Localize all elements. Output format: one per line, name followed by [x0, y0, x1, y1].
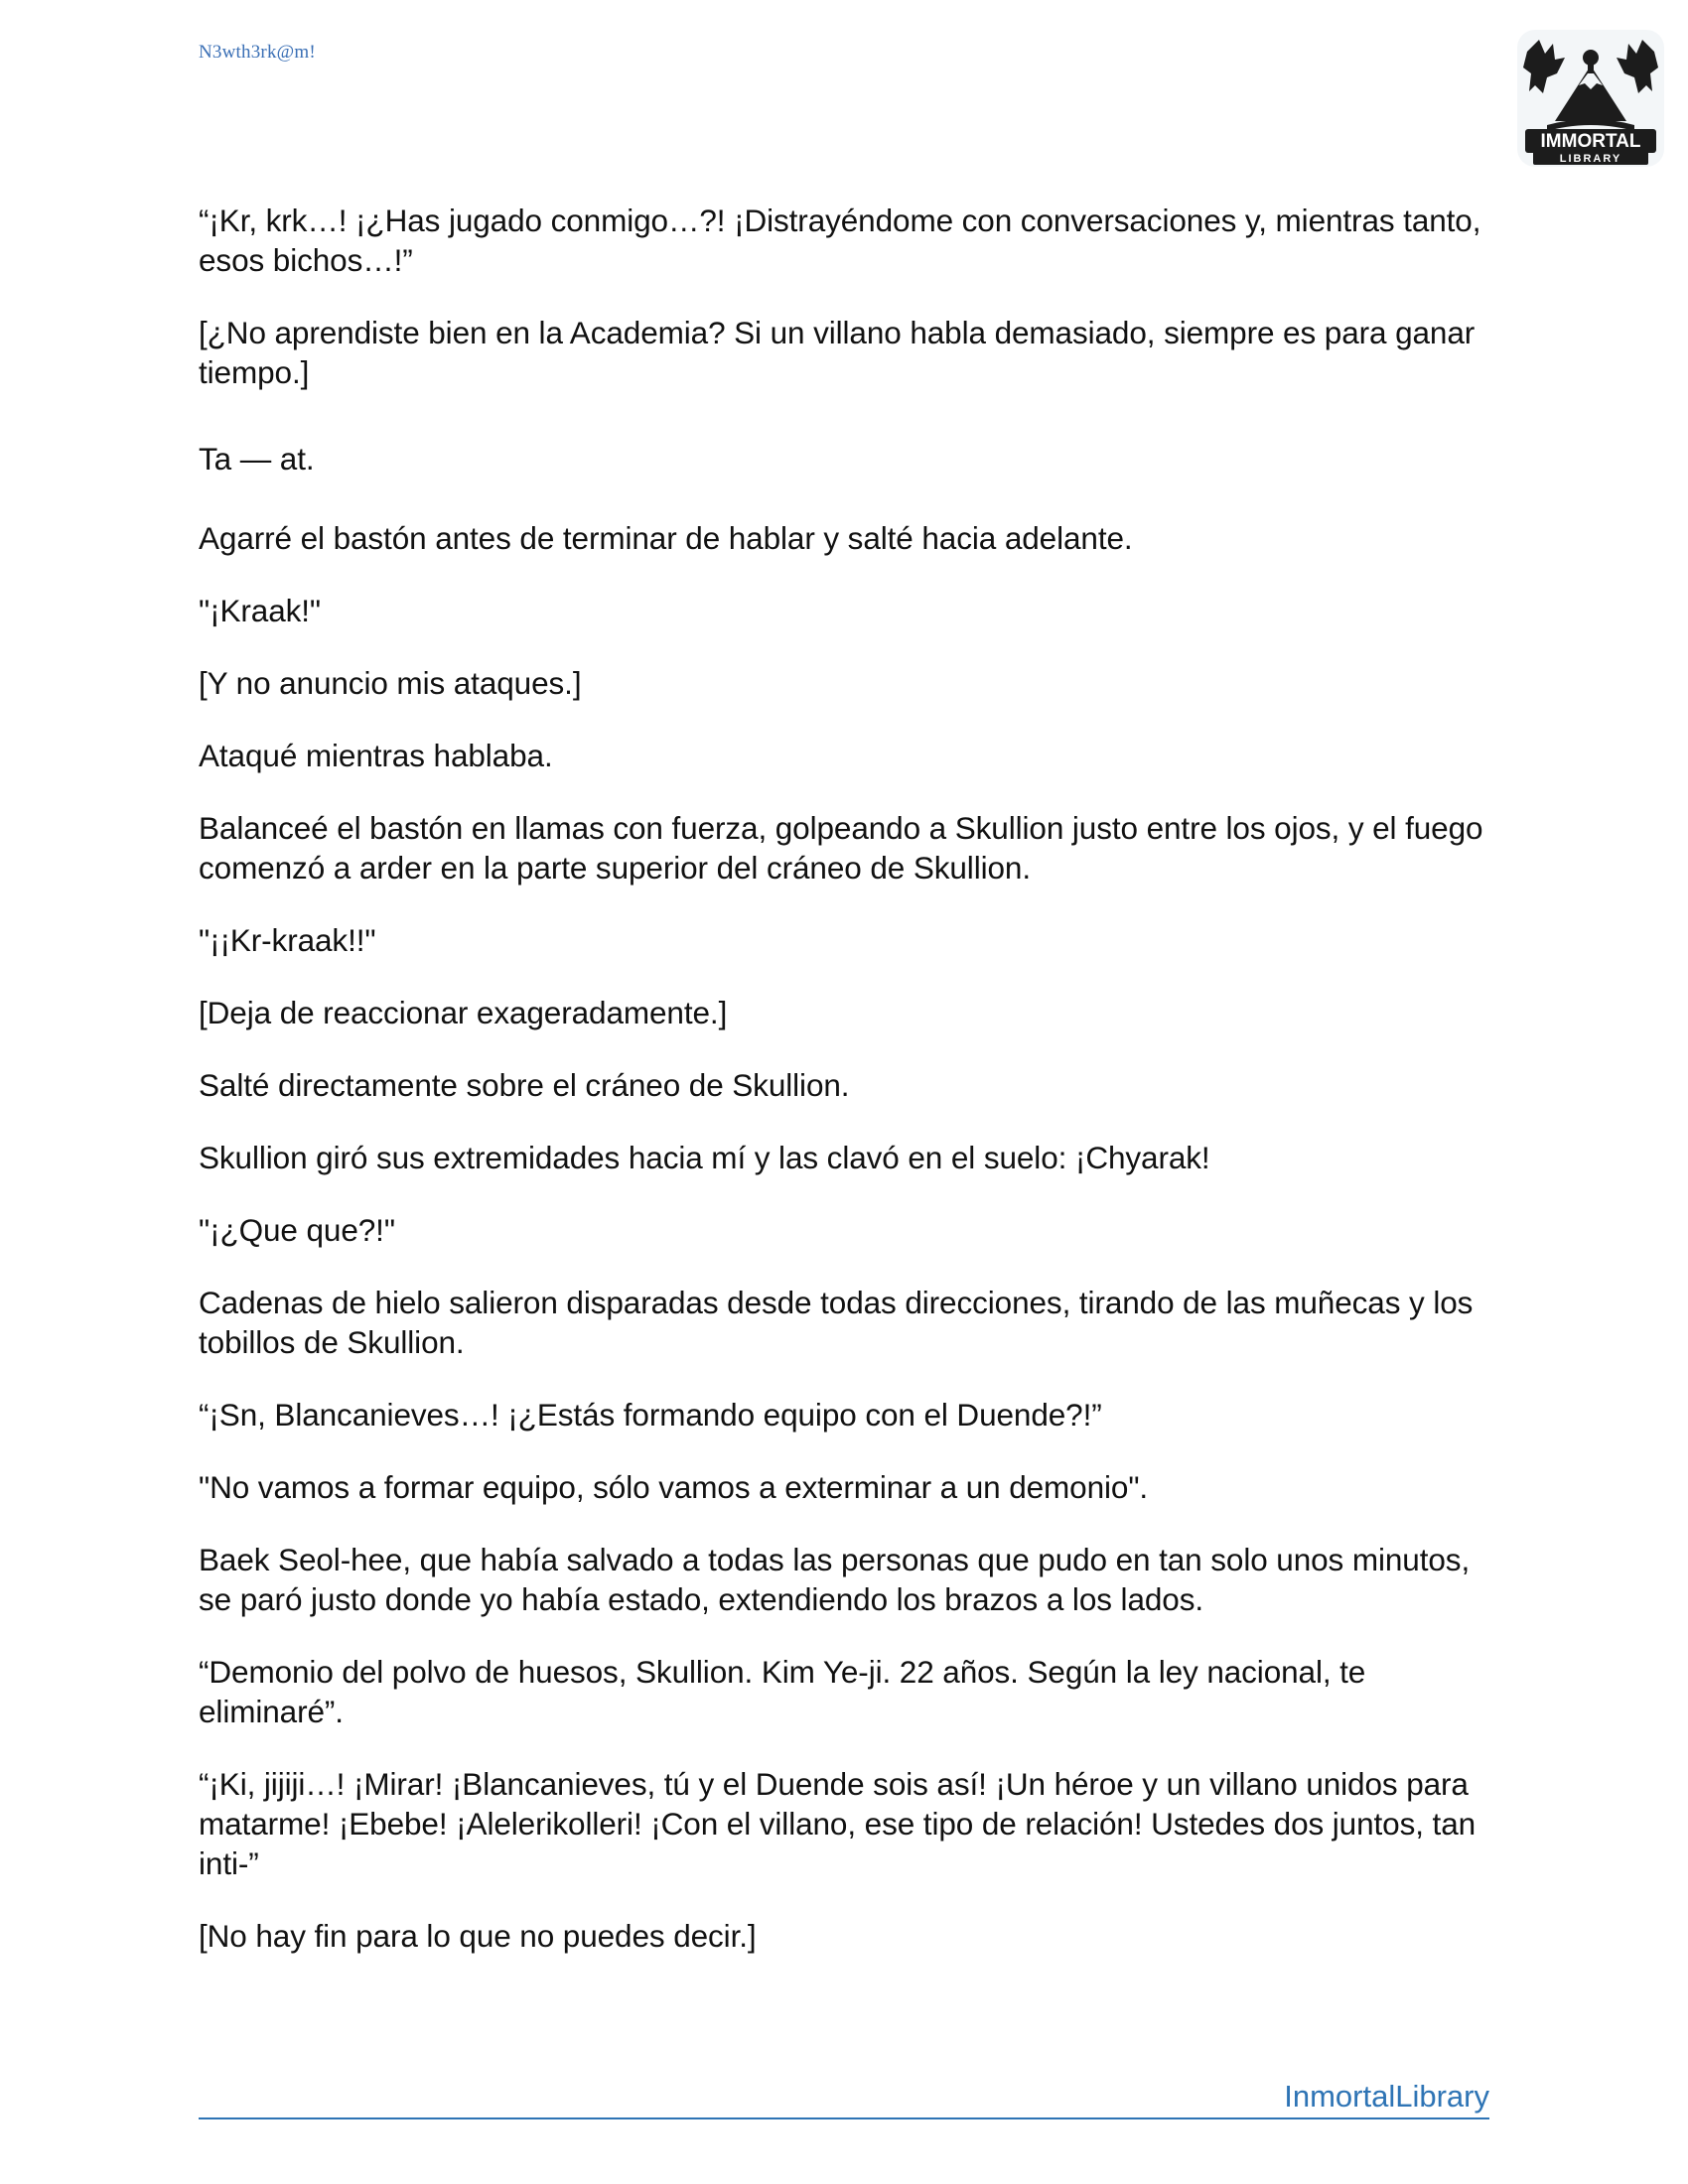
immortal-library-logo — [1517, 30, 1664, 167]
paragraph: "No vamos a formar equipo, sólo vamos a exterminar a un demonio". — [199, 1469, 1149, 1505]
paragraph: [No hay fin para lo que no puedes decir.] — [199, 1918, 757, 1954]
paragraph: [Y no anuncio mis ataques.] — [199, 665, 582, 701]
paragraph: Ataqué mientras hablaba. — [199, 738, 553, 773]
paragraph: Cadenas de hielo salieron disparadas desde todas direcciones, tirando de las muñecas y los tobillos de Skullion. — [199, 1285, 1474, 1360]
paragraph: “¡Ki, jijiji…! ¡Mirar! ¡Blancanieves, tú y el Duende sois así! ¡Un héroe y un villano unidos para matarme! ¡Ebebe! ¡Alelerikolleri! ¡Con el villano, ese tipo de relación! Ustedes dos juntos, tan inti-” — [199, 1766, 1477, 1881]
paragraph: “¡Sn, Blancanieves…! ¡¿Estás formando equipo con el Duende?!” — [199, 1397, 1102, 1433]
logo-text-library: LIBRARY — [1559, 153, 1622, 165]
paragraph: “¡Kr, krk…! ¡¿Has jugado conmigo…?! ¡Distrayéndome con conversaciones y, mientras tanto, esos bichos…!” — [199, 203, 1481, 278]
paragraph: Baek Seol-hee, que había salvado a todas las personas que pudo en tan solo unos minutos, se paró justo donde yo había estado, extendiendo los brazos a los lados. — [199, 1542, 1471, 1617]
paragraph: "¡¡Kr-kraak!!" — [199, 922, 376, 958]
paragraph: [¿No aprendiste bien en la Academia? Si un villano habla demasiado, siempre es para ganar tiempo.] — [199, 315, 1476, 390]
paragraph: Balanceé el bastón en llamas con fuerza, golpeando a Skullion justo entre los ojos, y el fuego comenzó a arder en la parte superior del cráneo de Skullion. — [199, 810, 1483, 886]
paragraph: “Demonio del polvo de huesos, Skullion. Kim Ye-ji. 22 años. Según la ley nacional, te eliminaré”. — [199, 1654, 1366, 1729]
logo-text-immortal: IMMORTAL — [1540, 131, 1641, 152]
paragraph: [Deja de reaccionar exageradamente.] — [199, 995, 728, 1030]
paragraph: "¡¿Que que?!" — [199, 1212, 395, 1248]
paragraph: Skullion giró sus extremidades hacia mí y las clavó en el suelo: ¡Chyarak! — [199, 1140, 1210, 1175]
watermark: N3wth3rk@m! — [199, 42, 316, 63]
document-body — [199, 201, 1489, 1988]
footer-link[interactable]: InmortalLibrary — [1284, 2079, 1489, 2114]
paragraph: Salté directamente sobre el cráneo de Skullion. — [199, 1067, 850, 1103]
paragraph: Ta — at. — [199, 441, 315, 477]
paragraph: "¡Kraak!" — [199, 593, 321, 628]
footer-rule — [199, 2117, 1489, 2119]
paragraph: Agarré el bastón antes de terminar de hablar y salté hacia adelante. — [199, 520, 1133, 556]
